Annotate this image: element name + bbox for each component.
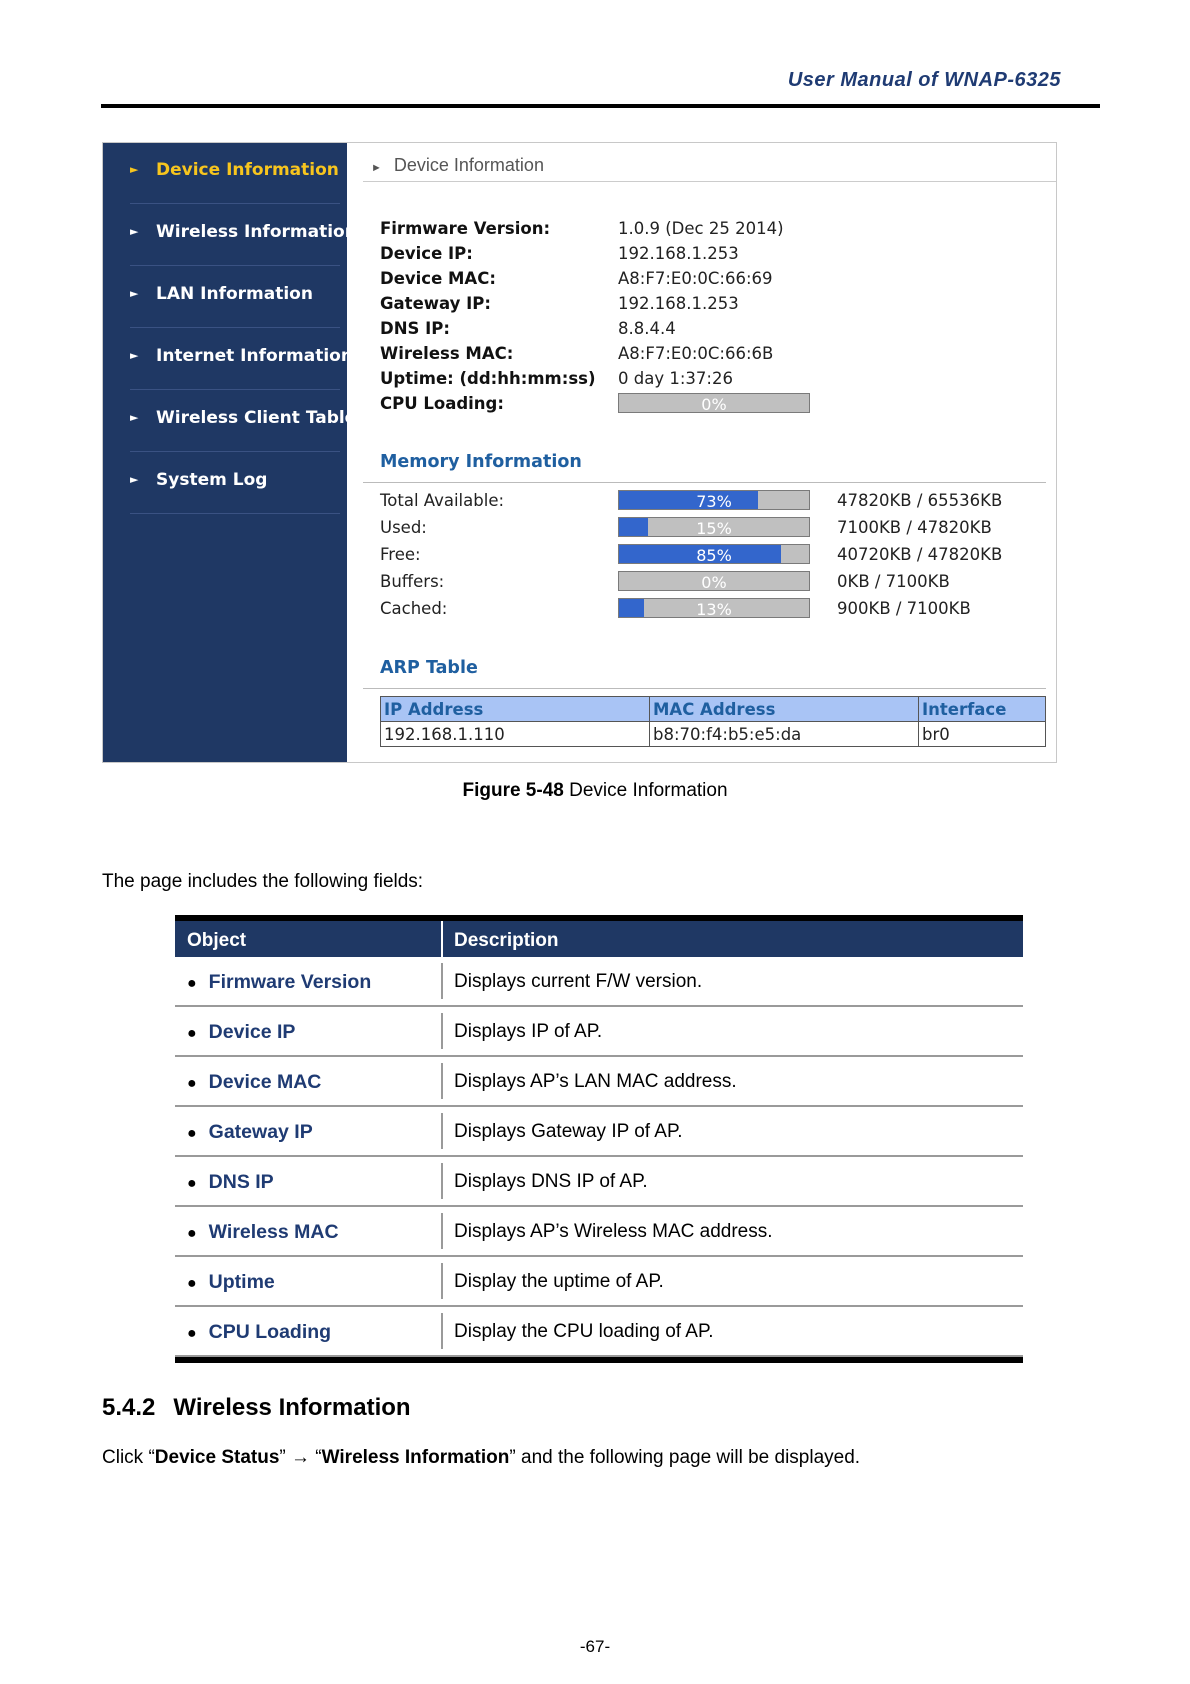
column-divider: [441, 1213, 443, 1249]
bullet-icon: ●: [187, 1075, 197, 1092]
firmware-version-value: 1.0.9 (Dec 25 2014): [618, 219, 784, 238]
mem-cached-bar: 13%: [618, 598, 810, 618]
arp-col-mac: MAC Address: [650, 697, 919, 722]
device-ip-value: 192.168.1.253: [618, 244, 739, 263]
wireless-mac-value: A8:F7:E0:0C:66:6B: [618, 344, 774, 363]
mem-free-bar: 85%: [618, 544, 810, 564]
column-divider: [441, 1113, 443, 1149]
mem-used-info: 7100KB / 47820KB: [837, 518, 992, 537]
uptime-value: 0 day 1:37:26: [618, 369, 733, 388]
object-cell: ● Wireless MAC: [187, 1221, 339, 1243]
arrow-right-icon: ►: [130, 225, 139, 238]
column-divider: [441, 1313, 443, 1349]
table-row: [175, 1307, 1023, 1357]
arrow-right-icon: ►: [130, 411, 139, 424]
device-ip-label: Device IP:: [380, 244, 473, 263]
sidebar-item-device-information[interactable]: ► Device Information: [130, 143, 340, 204]
breadcrumb: ► Device Information: [371, 155, 544, 175]
arrow-right-icon: ►: [130, 163, 139, 176]
arrow-right-icon: ►: [371, 162, 382, 174]
arp-header-row: [381, 697, 1046, 722]
description-cell: Display the uptime of AP.: [454, 1271, 664, 1292]
mem-used-bar: 15%: [618, 517, 810, 537]
uptime-label: Uptime: (dd:hh:mm:ss): [380, 369, 596, 388]
description-cell: Displays IP of AP.: [454, 1021, 603, 1042]
header-divider: [441, 921, 443, 957]
cpu-loading-percent: 0%: [701, 395, 727, 414]
column-divider: [441, 1013, 443, 1049]
sidebar-item-system-log[interactable]: ► System Log: [130, 453, 340, 514]
object-cell: ● Firmware Version: [187, 971, 372, 993]
memory-divider: [363, 482, 1046, 483]
section-heading: 5.4.2 Wireless Information: [102, 1394, 411, 1421]
arp-ip-cell: 192.168.1.110: [381, 722, 650, 747]
mem-free-label: Free:: [380, 545, 421, 564]
description-cell: Display the CPU loading of AP.: [454, 1321, 714, 1342]
column-divider: [441, 963, 443, 999]
sidebar-item-lan-information[interactable]: ► LAN Information: [130, 267, 340, 328]
cpu-loading-bar: [618, 393, 810, 413]
arp-col-ip: IP Address: [381, 697, 650, 722]
gateway-ip-label: Gateway IP:: [380, 294, 491, 313]
description-cell: Displays DNS IP of AP.: [454, 1171, 648, 1192]
arp-table-title: ARP Table: [380, 658, 478, 678]
header-rule: [101, 104, 1100, 108]
manual-header-title: User Manual of WNAP-6325: [787, 69, 1061, 91]
mem-free-info: 40720KB / 47820KB: [837, 545, 1003, 564]
wireless-mac-label: Wireless MAC:: [380, 344, 514, 363]
arp-interface-cell: br0: [919, 722, 1046, 747]
arp-divider: [363, 688, 1046, 689]
object-cell: ● CPU Loading: [187, 1321, 332, 1343]
bullet-icon: ●: [187, 1325, 197, 1342]
mem-total-info: 47820KB / 65536KB: [837, 491, 1003, 510]
mem-used-label: Used:: [380, 518, 427, 537]
instruction-paragraph: Click “Device Status” → “Wireless Information” and the following page will be displayed.: [102, 1447, 861, 1468]
arrow-right-icon: ►: [130, 473, 139, 486]
column-divider: [441, 1063, 443, 1099]
bullet-icon: ●: [187, 975, 197, 992]
breadcrumb-divider: [363, 181, 1056, 182]
dns-ip-value: 8.8.4.4: [618, 319, 676, 338]
firmware-version-label: Firmware Version:: [380, 219, 551, 238]
object-cell: ● Gateway IP: [187, 1121, 313, 1143]
table-row: [175, 1257, 1023, 1307]
object-cell: ● Uptime: [187, 1271, 275, 1293]
page-number: -67-: [579, 1637, 611, 1656]
description-cell: Displays Gateway IP of AP.: [454, 1121, 683, 1142]
mem-total-bar: 73%: [618, 490, 810, 510]
mem-total-label: Total Available:: [380, 491, 505, 510]
sidebar-item-wireless-information[interactable]: ► Wireless Information: [130, 205, 340, 266]
bullet-icon: ●: [187, 1025, 197, 1042]
sidebar: [103, 143, 357, 762]
cpu-loading-label: CPU Loading:: [380, 394, 504, 413]
bullet-icon: ●: [187, 1175, 197, 1192]
table-row: [381, 722, 1046, 747]
description-cell: Displays AP’s Wireless MAC address.: [454, 1221, 773, 1242]
fields-table: [175, 915, 1023, 1363]
arrow-right-icon: ►: [130, 349, 139, 362]
bullet-icon: ●: [187, 1225, 197, 1242]
column-divider: [441, 1163, 443, 1199]
sidebar-item-internet-information[interactable]: ► Internet Information: [130, 329, 340, 390]
object-cell: ● Device IP: [187, 1021, 296, 1043]
description-header: Description: [454, 930, 559, 951]
table-row: [175, 1207, 1023, 1257]
table-bottom-rule: [175, 1357, 1023, 1363]
table-row: [175, 1007, 1023, 1057]
figure-caption: Figure 5-48 Device Information: [462, 780, 728, 801]
object-header: Object: [187, 930, 247, 951]
bullet-icon: ●: [187, 1275, 197, 1292]
mem-buffers-info: 0KB / 7100KB: [837, 572, 950, 591]
device-mac-value: A8:F7:E0:0C:66:69: [618, 269, 773, 288]
table-row: [175, 1107, 1023, 1157]
mem-cached-label: Cached:: [380, 599, 448, 618]
table-row: [175, 957, 1023, 1007]
device-mac-label: Device MAC:: [380, 269, 496, 288]
description-cell: Displays AP’s LAN MAC address.: [454, 1071, 737, 1092]
mem-cached-info: 900KB / 7100KB: [837, 599, 971, 618]
arp-table: [380, 696, 1046, 747]
dns-ip-label: DNS IP:: [380, 319, 450, 338]
memory-information-title: Memory Information: [380, 452, 582, 472]
intro-paragraph: The page includes the following fields:: [102, 871, 424, 892]
arrow-right-icon: ►: [130, 287, 139, 300]
main-panel: [347, 143, 1056, 762]
sidebar-item-wireless-client-table[interactable]: ► Wireless Client Table: [130, 391, 340, 452]
mem-buffers-label: Buffers:: [380, 572, 445, 591]
arp-mac-cell: b8:70:f4:b5:e5:da: [650, 722, 919, 747]
device-information-screenshot: [102, 142, 1057, 763]
bullet-icon: ●: [187, 1125, 197, 1142]
table-row: [175, 1057, 1023, 1107]
object-cell: ● Device MAC: [187, 1071, 322, 1093]
object-cell: ● DNS IP: [187, 1171, 274, 1193]
fields-header-row: [175, 921, 1023, 957]
description-cell: Displays current F/W version.: [454, 971, 703, 992]
table-row: [175, 1157, 1023, 1207]
gateway-ip-value: 192.168.1.253: [618, 294, 739, 313]
arp-col-interface: Interface: [919, 697, 1046, 722]
mem-buffers-bar: 0%: [618, 571, 810, 591]
column-divider: [441, 1263, 443, 1299]
